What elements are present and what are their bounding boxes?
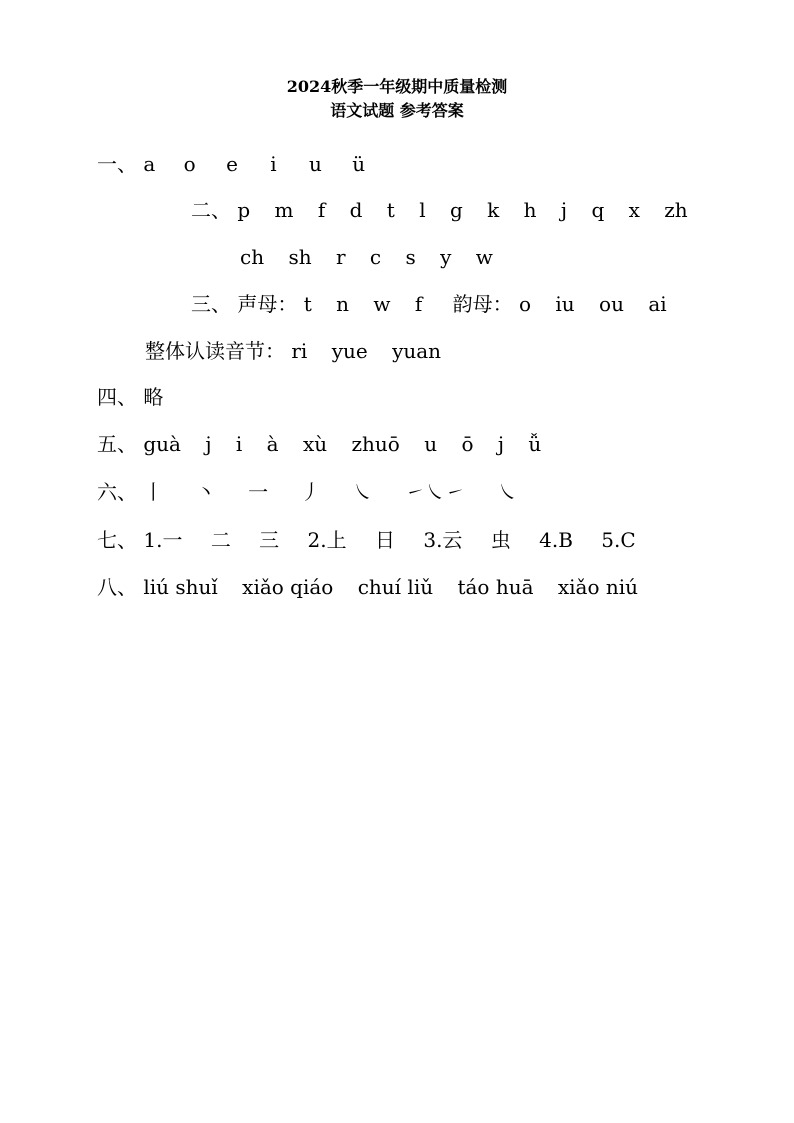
answer-q3 [191,291,667,317]
q4-text: 略 [143,385,164,409]
q3-shengmu-item: n [336,292,350,316]
q6-stroke: 一 [248,480,269,504]
q2-item: sh [288,245,312,269]
q5-item: j [205,432,212,456]
q1-item: e [226,152,238,176]
q6-number: 六、 [97,480,137,504]
q5-item: à [266,432,279,456]
q2-number: 二、 [191,198,231,222]
answer-q2-row2 [240,244,493,270]
q1-item: o [183,152,196,176]
title-line-1: 2024秋季一年级期中质量检测 [286,77,508,96]
q8-item: xiǎo qiáo [242,575,334,599]
q7-item: 三 [259,528,280,552]
q2-item: zh [664,198,688,222]
q2-item: q [591,198,605,222]
q5-item: i [235,432,243,456]
q3-shengmu-item: f [414,292,423,316]
q3-yunmu-label: 韵母： [452,292,513,316]
answer-q4 [97,384,163,410]
q6-stroke: 丶 [195,480,216,504]
q1-item: u [309,152,322,176]
q5-item: u [424,432,438,456]
q2-item: l [419,198,426,222]
q8-item: liú shuǐ [143,575,218,599]
q5-item: zhuō [351,432,400,456]
q7-number: 七、 [97,528,137,552]
q2-item: d [349,198,363,222]
q7-item: 3.云 [423,528,463,552]
q6-stroke: ㇏ [497,480,518,504]
q7-item: 虫 [490,528,511,552]
q3-yunmu-item: ou [599,292,624,316]
q3-zhengti-item: yue [331,339,368,363]
q2-item: t [386,198,395,222]
q2-item: c [369,245,382,269]
q4-number: 四、 [97,385,137,409]
q8-number: 八、 [97,575,137,599]
q2-item: s [405,245,416,269]
answer-q2-row1 [191,197,688,223]
answer-q8 [97,574,638,600]
q7-item: 5.C [601,528,636,552]
q3-shengmu-item: t [303,292,312,316]
answer-q6 [97,479,518,505]
q2-item: r [335,245,346,269]
q2-item: h [523,198,537,222]
q8-item: xiǎo niú [557,575,639,599]
q6-stroke: ㇏ [352,480,373,504]
q2-item: g [449,198,463,222]
q2-item: x [628,198,640,222]
q1-number: 一、 [97,152,137,176]
q5-item: guà [143,432,181,456]
q8-item: chuí liǔ [357,575,434,599]
q5-item: ǚ [528,432,542,456]
q3-shengmu-item: w [373,292,391,316]
q7-item: 4.B [539,528,573,552]
q5-number: 五、 [97,432,137,456]
q2-item: f [317,198,326,222]
q7-item: 2.上 [307,528,347,552]
q2-item: w [475,245,493,269]
answer-q5 [97,431,541,457]
q1-item: a [143,152,156,176]
q2-item: ch [240,245,265,269]
title-line-2: 语文试题 参考答案 [330,101,464,120]
q3-yunmu-item: ai [648,292,667,316]
q6-stroke: 丨 [143,480,164,504]
q5-item: j [497,432,505,456]
q3-shengmu-label: 声母： [237,292,298,316]
q3-zhengti-item: ri [291,339,308,363]
q2-item: m [274,198,294,222]
q2-item: k [487,198,500,222]
q1-item: ü [352,152,366,176]
q8-item: táo huā [457,575,534,599]
q2-item: j [560,198,568,222]
q6-stroke: 丿 [300,480,321,504]
q1-item: i [270,152,277,176]
answer-q7 [97,527,636,553]
q7-item: 二 [210,528,231,552]
q6-stroke: ㇀㇏㇀ [405,480,466,504]
q3-number: 三、 [191,292,231,316]
q3-yunmu-item: iu [555,292,575,316]
q3-zhengti-label: 整体认读音节： [145,339,285,363]
q7-item: 日 [374,528,395,552]
answer-q3-zhengti [145,338,441,364]
q3-zhengti-item: yuan [392,339,442,363]
q7-item: 1.一 [143,528,183,552]
q2-item: p [237,198,251,222]
q3-yunmu-item: o [518,292,532,316]
q5-item: xù [302,432,328,456]
answer-q1 [97,151,365,177]
q2-item: y [440,245,452,269]
q5-item: ō [461,432,474,456]
